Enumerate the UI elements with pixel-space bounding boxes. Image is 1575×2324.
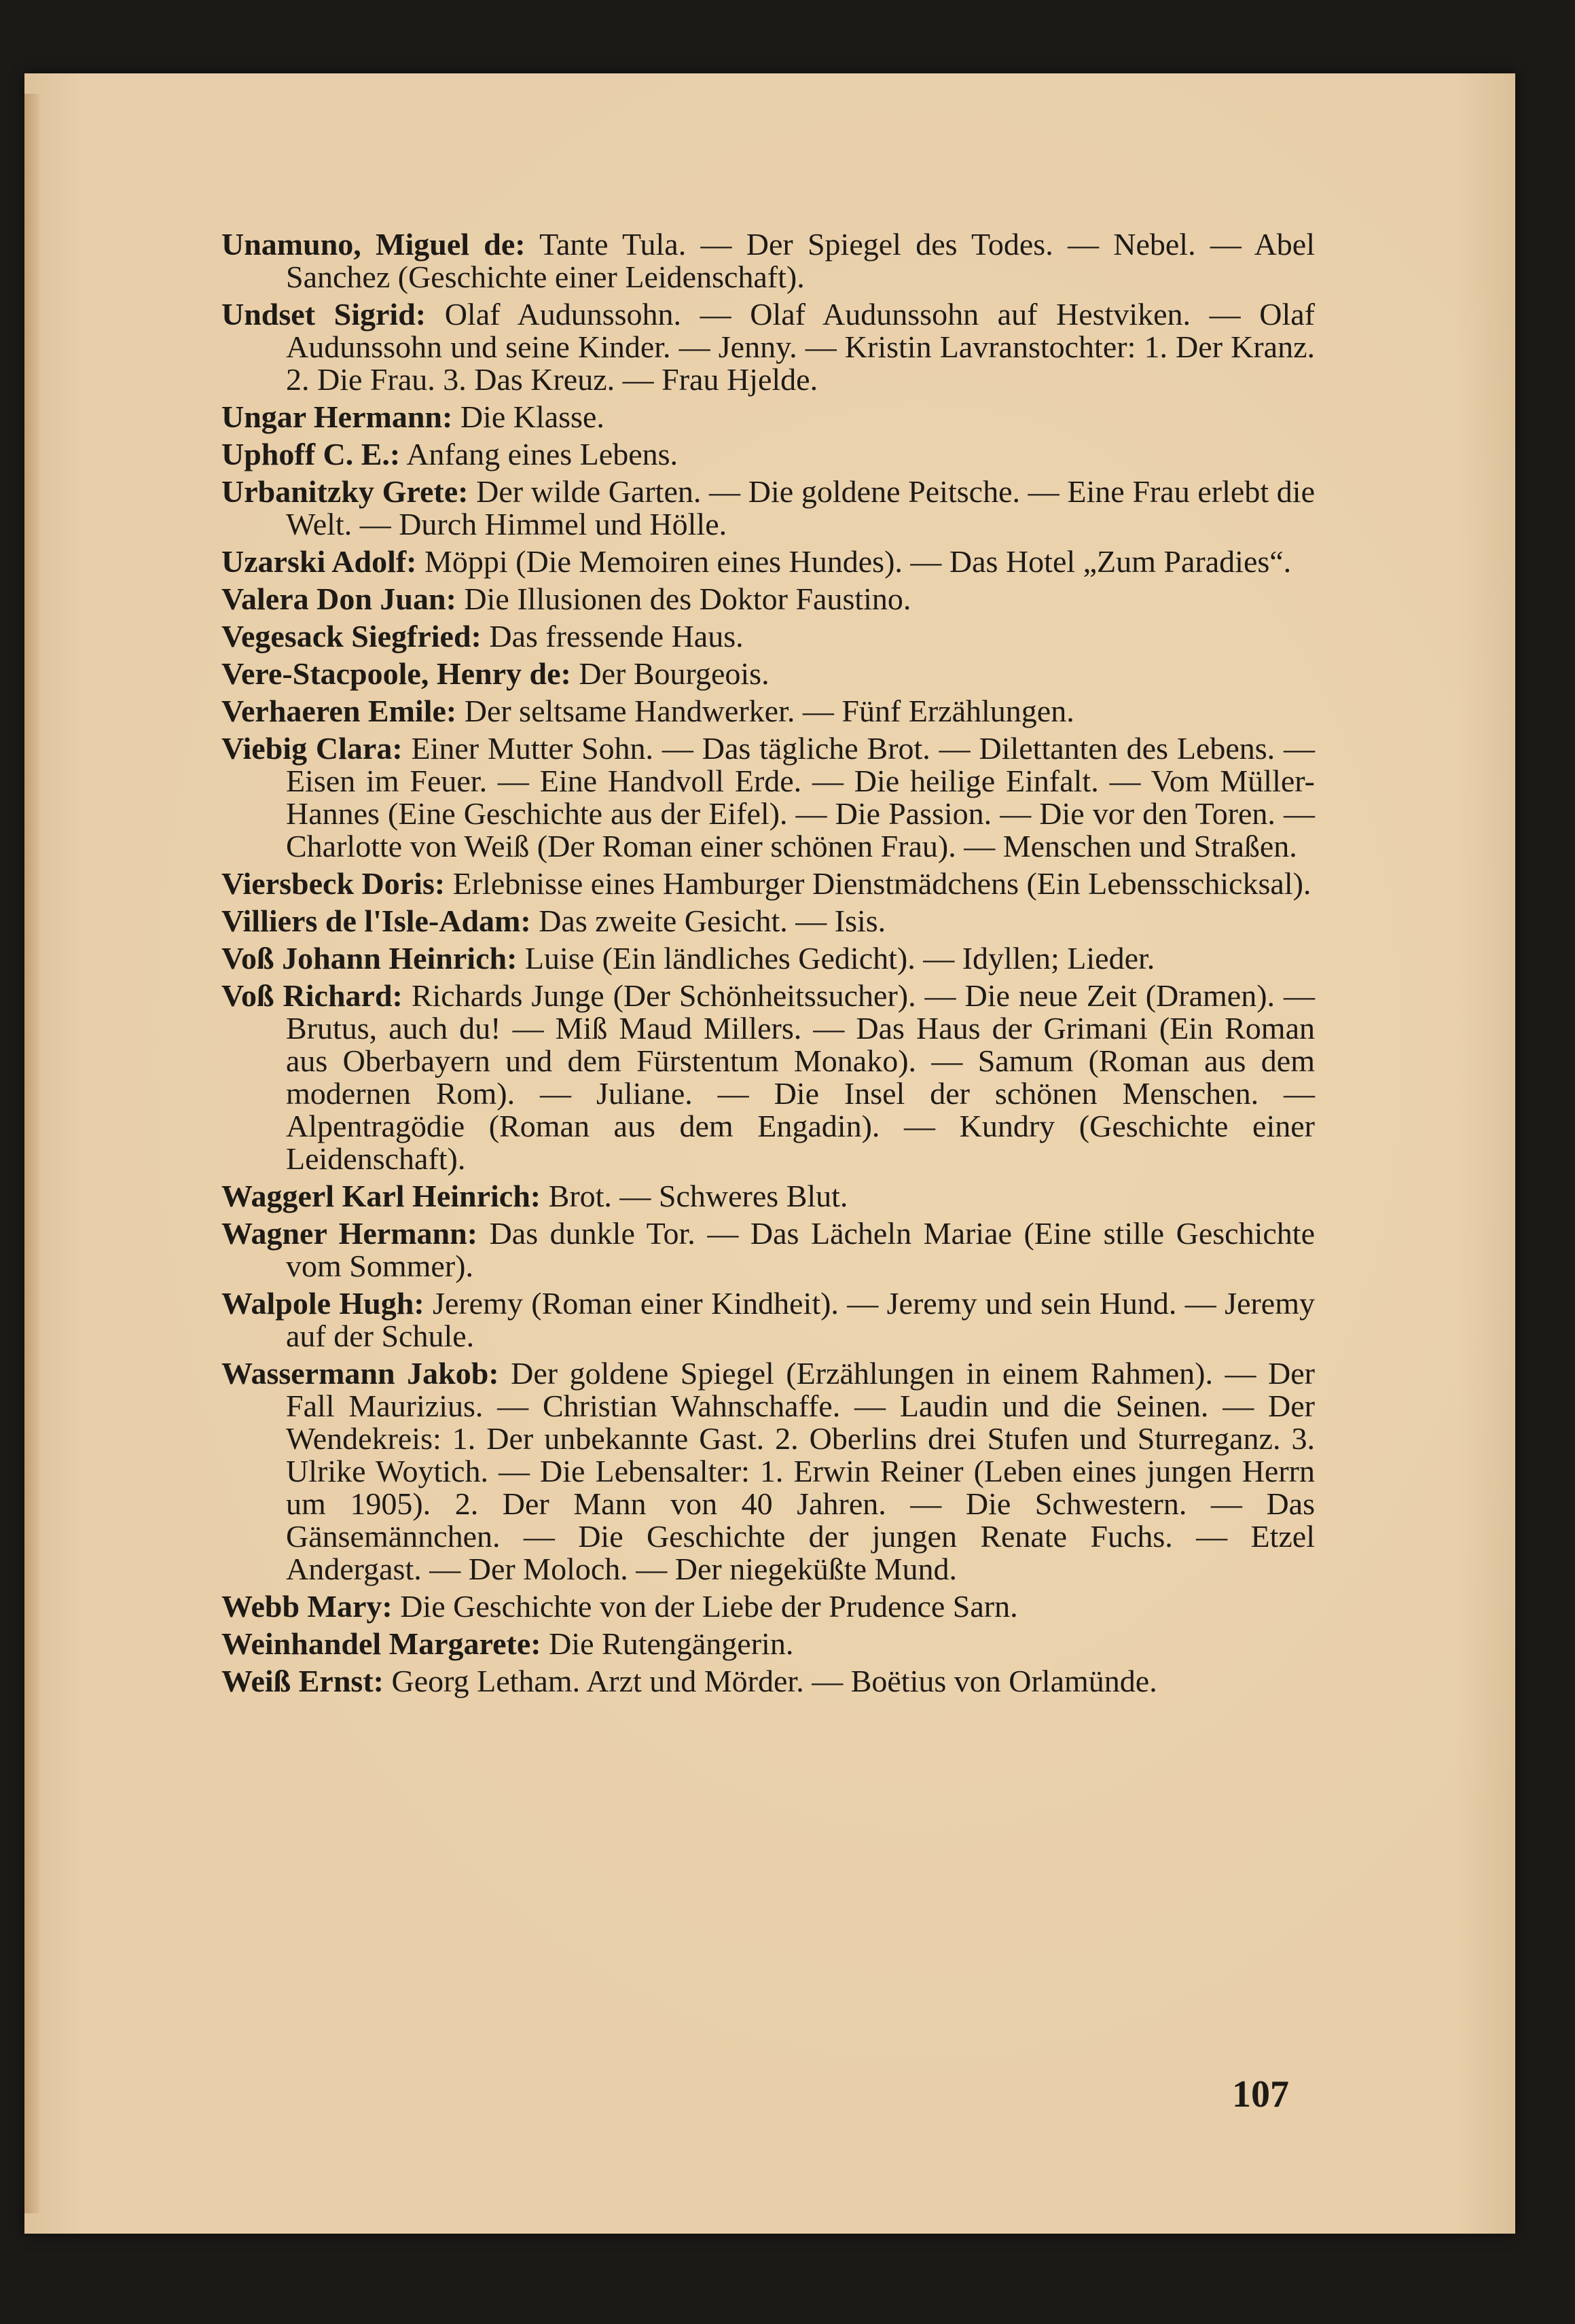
author-name: Uphoff C. E.: [221, 437, 401, 471]
list-item [221, 298, 1315, 396]
works-text: Die Rutengängerin. [541, 1626, 794, 1661]
author-name: Verhaeren Emile: [221, 694, 457, 728]
works-text: Die Illusionen des Doktor Faustino. [456, 582, 911, 616]
list-item [221, 546, 1315, 578]
author-name: Uzarski Adolf: [221, 544, 417, 579]
author-name: Viersbeck Doris: [221, 866, 446, 901]
works-text: Möppi (Die Memoiren eines Hundes). — Das Hotel „Zum Paradies“. [416, 544, 1292, 579]
works-text: Einer Mutter Sohn. — Das tägliche Brot. — Dilettanten des Lebens. — Eisen im Feuer. — Eine Handvoll Erde. — Die heilige Einfalt. — Vom Müller-Hannes (Eine Geschichte aus der Eifel). — Die Passion. — Die vor den Toren. — Charlotte von Weiß (Der Roman einer schönen Frau). — Menschen und Straßen. [286, 731, 1315, 863]
page-number: 107 [1232, 2073, 1289, 2115]
list-item [221, 1217, 1315, 1283]
list-item [221, 1665, 1315, 1698]
works-text: Anfang eines Lebens. [400, 437, 678, 471]
author-name: Urbanitzky Grete: [221, 474, 469, 509]
author-name: Wagner Hermann: [221, 1216, 478, 1251]
author-name: Walpole Hugh: [221, 1286, 424, 1321]
works-text: Brot. — Schweres Blut. [541, 1179, 848, 1213]
author-name: Vegesack Siegfried: [221, 619, 482, 654]
works-text: Der Bourgeois. [571, 656, 770, 691]
list-item [221, 868, 1315, 900]
works-text: Die Geschichte von der Liebe der Prudence Sarn. [392, 1589, 1018, 1624]
list-item [221, 583, 1315, 615]
works-text: Erlebnisse eines Hamburger Dienstmädchens (Ein Lebensschicksal). [445, 866, 1311, 901]
list-item [221, 1628, 1315, 1660]
author-name: Valera Don Juan: [221, 582, 456, 616]
author-name: Viebig Clara: [221, 731, 403, 766]
works-text: Der goldene Spiegel (Erzählungen in einem Rahmen). — Der Fall Maurizius. — Christian Wahnschaffe. — Laudin und die Seinen. — Der Wendekreis: 1. Der unbekannte Gast. 2. Oberlins drei Stufen und Sturreganz. 3. Ulrike Woytich. — Die Lebensalter: 1. Erwin Reiner (Leben eines jungen Herrn um 1905). 2. Der Mann von 40 Jahren. — Die Schwestern. — Das Gänsemännchen. — Die Geschichte der jungen Renate Fuchs. — Etzel Andergast. — Der Moloch. — Der niegeküßte Mund. [286, 1356, 1315, 1586]
works-text: Der seltsame Handwerker. — Fünf Erzählungen. [456, 694, 1074, 728]
works-text: Der wilde Garten. — Die goldene Peitsche. — Eine Frau erlebt die Welt. — Durch Himmel und Hölle. [286, 474, 1316, 541]
book-page [24, 73, 1515, 2234]
author-name: Unamuno, Miguel de: [221, 227, 526, 262]
list-item [221, 942, 1315, 975]
author-name: Weinhandel Margarete: [221, 1626, 541, 1661]
works-text: Richards Junge (Der Schönheitssucher). — Die neue Zeit (Dramen). — Brutus, auch du! — Miß Maud Millers. — Das Haus der Grimani (Ein Roman aus Oberbayern und dem Fürstentum Monako). — Samum (Roman aus dem modernen Rom). — Juliane. — Die Insel der schönen Menschen. — Alpentragödie (Roman aus dem Engadin). — Kundry (Geschichte einer Leidenschaft). [286, 978, 1315, 1176]
author-name: Webb Mary: [221, 1589, 393, 1624]
list-item [221, 438, 1315, 471]
author-name: Ungar Hermann: [221, 399, 453, 434]
works-text: Das zweite Gesicht. — Isis. [530, 904, 886, 938]
list-item [221, 620, 1315, 653]
works-text: Olaf Audunssohn. — Olaf Audunssohn auf Hestviken. — Olaf Audunssohn und seine Kinder. — Jenny. — Kristin Lavranstochter: 1. Der Kranz. 2. Die Frau. 3. Das Kreuz. — Frau Hjelde. [286, 297, 1315, 397]
author-name: Vere-Stacpoole, Henry de: [221, 656, 571, 691]
list-item [221, 695, 1315, 728]
works-text: Das dunkle Tor. — Das Lächeln Mariae (Eine stille Geschichte vom Sommer). [286, 1216, 1315, 1283]
author-index-list [221, 228, 1315, 1702]
list-item [221, 1590, 1315, 1623]
list-item [221, 980, 1315, 1175]
works-text: Das fressende Haus. [481, 619, 744, 654]
author-name: Waggerl Karl Heinrich: [221, 1179, 541, 1213]
list-item [221, 1180, 1315, 1213]
list-item [221, 658, 1315, 690]
list-item [221, 732, 1315, 863]
works-text: Georg Letham. Arzt und Mörder. — Boëtius von Orlamünde. [383, 1664, 1157, 1698]
author-name: Villiers de l'Isle-Adam: [221, 904, 531, 938]
author-name: Weiß Ernst: [221, 1664, 384, 1698]
works-text: Luise (Ein ländliches Gedicht). — Idyllen; Lieder. [517, 941, 1155, 976]
author-name: Undset Sigrid: [221, 297, 427, 332]
list-item [221, 1357, 1315, 1586]
list-item [221, 1287, 1315, 1353]
page-edge [24, 94, 39, 2213]
list-item [221, 401, 1315, 433]
list-item [221, 905, 1315, 937]
author-name: Voß Richard: [221, 978, 403, 1013]
works-text: Tante Tula. — Der Spiegel des Todes. — Nebel. — Abel Sanchez (Geschichte einer Leidenschaft). [286, 227, 1315, 294]
works-text: Jeremy (Roman einer Kindheit). — Jeremy und sein Hund. — Jeremy auf der Schule. [286, 1286, 1315, 1353]
author-name: Wassermann Jakob: [221, 1356, 499, 1391]
works-text: Die Klasse. [452, 399, 604, 434]
author-name: Voß Johann Heinrich: [221, 941, 518, 976]
list-item [221, 476, 1315, 541]
list-item [221, 228, 1315, 293]
